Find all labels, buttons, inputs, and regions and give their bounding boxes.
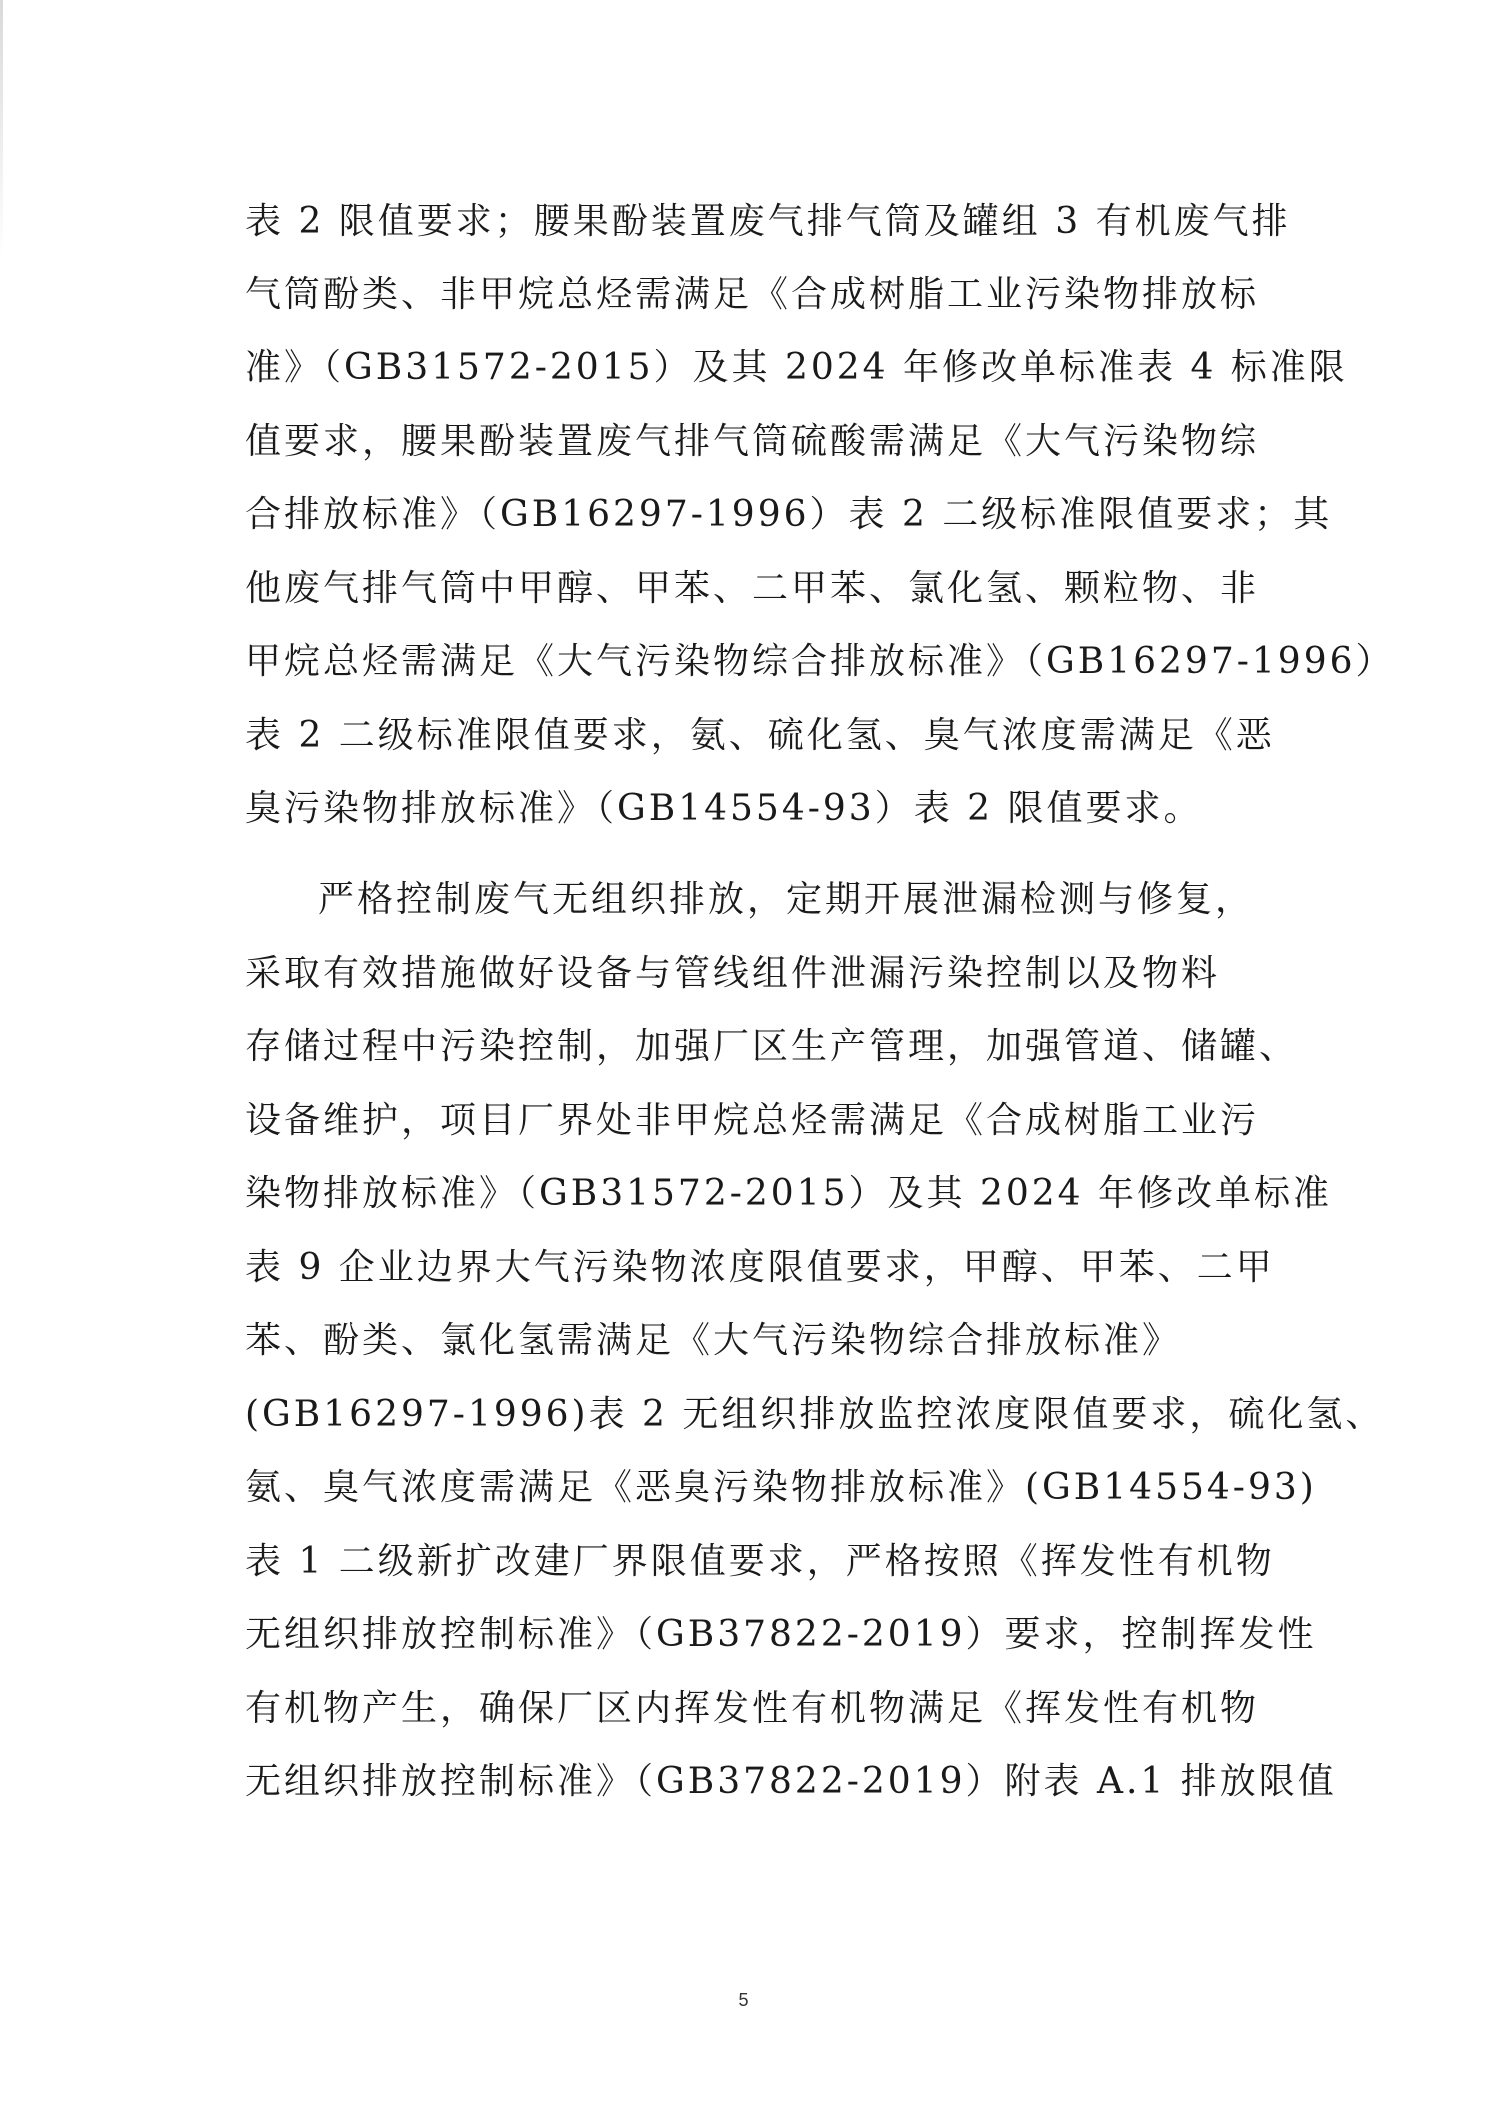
text-line: 染物排放标准》（GB31572-2015）及其 2024 年修改单标准 (245, 1173, 1333, 1214)
text-line: 苯、酚类、氯化氢需满足《大气污染物综合排放标准》 (245, 1320, 1182, 1361)
page-number: 5 (738, 1990, 749, 2010)
text-line: 无组织排放控制标准》（GB37822-2019）要求，控制挥发性 (245, 1614, 1317, 1655)
text-line: 无组织排放控制标准》（GB37822-2019）附表 A.1 排放限值 (245, 1761, 1337, 1802)
text-line: 表 9 企业边界大气污染物浓度限值要求，甲醇、甲苯、二甲 (245, 1247, 1275, 1288)
text-line: 准》（GB31572-2015）及其 2024 年修改单标准表 4 标准限 (245, 347, 1348, 388)
text-line: 气筒酚类、非甲烷总烃需满足《合成树脂工业污染物排放标 (245, 274, 1260, 315)
text-line: (GB16297-1996)表 2 无组织排放监控浓度限值要求，硫化氢、 (245, 1394, 1385, 1435)
scan-edge-shadow (0, 0, 3, 260)
text-line: 表 1 二级新扩改建厂界限值要求，严格按照《挥发性有机物 (245, 1541, 1275, 1582)
text-line: 甲烷总烃需满足《大气污染物综合排放标准》（GB16297-1996） (245, 641, 1395, 682)
text-line: 合排放标准》（GB16297-1996）表 2 二级标准限值要求；其 (245, 494, 1333, 535)
text-line: 存储过程中污染控制，加强厂区生产管理，加强管道、储罐、 (245, 1026, 1299, 1067)
text-line: 臭污染物排放标准》（GB14554-93）表 2 限值要求。 (245, 788, 1203, 829)
text-line: 设备维护，项目厂界处非甲烷总烃需满足《合成树脂工业污 (245, 1100, 1260, 1141)
text-line: 值要求，腰果酚装置废气排气筒硫酸需满足《大气污染物综 (245, 421, 1260, 462)
text-line: 他废气排气筒中甲醇、甲苯、二甲苯、氯化氢、颗粒物、非 (245, 568, 1260, 609)
text-line: 表 2 二级标准限值要求，氨、硫化氢、臭气浓度需满足《恶 (245, 715, 1275, 756)
text-line: 严格控制废气无组织排放，定期开展泄漏检测与修复， (318, 879, 1255, 920)
text-line: 氨、臭气浓度需满足《恶臭污染物排放标准》(GB14554-93) (245, 1467, 1317, 1508)
text-line: 表 2 限值要求；腰果酚装置废气排气筒及罐组 3 有机废气排 (245, 201, 1291, 242)
text-line: 有机物产生，确保厂区内挥发性有机物满足《挥发性有机物 (245, 1688, 1260, 1729)
text-line: 采取有效措施做好设备与管线组件泄漏污染控制以及物料 (245, 953, 1221, 994)
